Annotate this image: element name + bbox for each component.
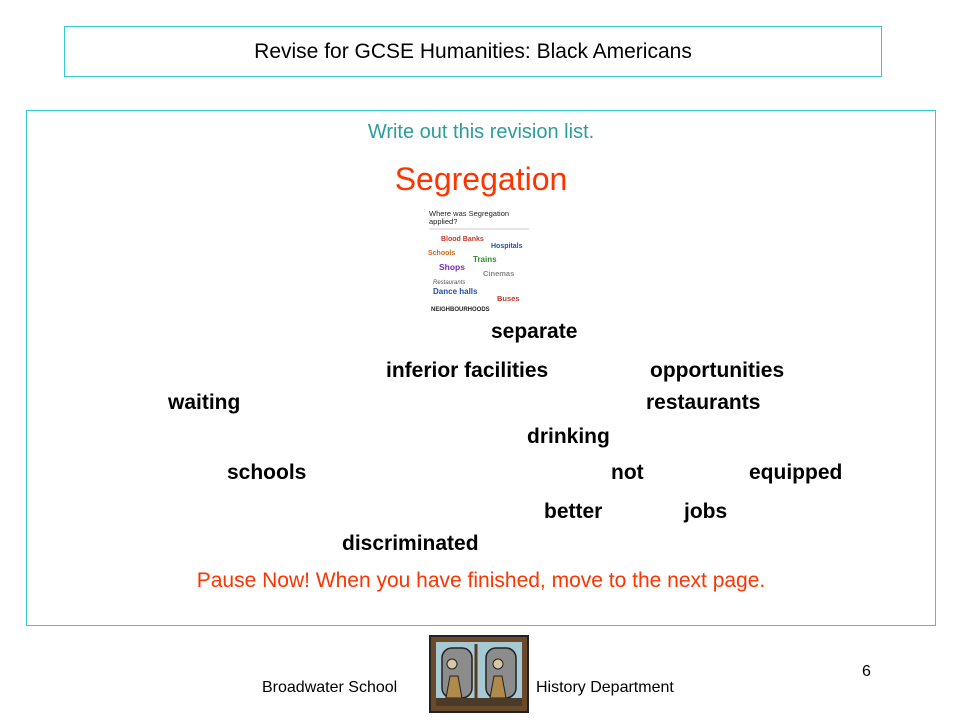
word-restaurants: restaurants xyxy=(646,391,761,414)
word-better: better xyxy=(544,500,603,523)
page-number: 6 xyxy=(862,663,871,680)
word-inferior-facilities: inferior facilities xyxy=(386,359,549,382)
word-drinking: drinking xyxy=(527,425,610,448)
image-item: Trains xyxy=(473,255,497,264)
footer-department: History Department xyxy=(536,679,674,696)
word-not: not xyxy=(611,461,644,484)
word-waiting: waiting xyxy=(168,391,241,414)
segregation-places-image xyxy=(425,207,531,319)
image-item: Shops xyxy=(439,262,465,272)
word-separate: separate xyxy=(491,320,578,343)
segregation-heading: Segregation xyxy=(394,161,568,197)
pause-instruction: Pause Now! When you have finished, move to the next page. xyxy=(196,569,766,592)
history-department-logo xyxy=(428,634,530,714)
image-item: Schools xyxy=(428,250,456,257)
image-item: NEIGHBOURHOODS xyxy=(431,307,490,313)
image-item: Cinemas xyxy=(483,269,515,278)
slide-title-box xyxy=(64,26,882,77)
image-item: Dance halls xyxy=(433,287,478,296)
image-item: Buses xyxy=(497,294,520,303)
footer-school: Broadwater School xyxy=(262,679,398,696)
word-schools: schools xyxy=(227,461,307,484)
image-item: Hospitals xyxy=(491,243,523,250)
slide-title: Revise for GCSE Humanities: Black Americans xyxy=(254,39,692,63)
image-item: Restaurants xyxy=(433,280,466,286)
word-discriminated: discriminated xyxy=(342,532,479,555)
word-jobs: jobs xyxy=(684,500,728,523)
image-caption-line: Where was Segregation xyxy=(429,209,510,218)
word-equipped: equipped xyxy=(749,461,843,484)
content-box xyxy=(26,110,936,626)
image-item: Blood Banks xyxy=(441,236,484,243)
instruction-text: Write out this revision list. xyxy=(367,121,595,143)
image-caption-line: applied? xyxy=(429,217,458,226)
word-opportunities: opportunities xyxy=(650,359,785,382)
